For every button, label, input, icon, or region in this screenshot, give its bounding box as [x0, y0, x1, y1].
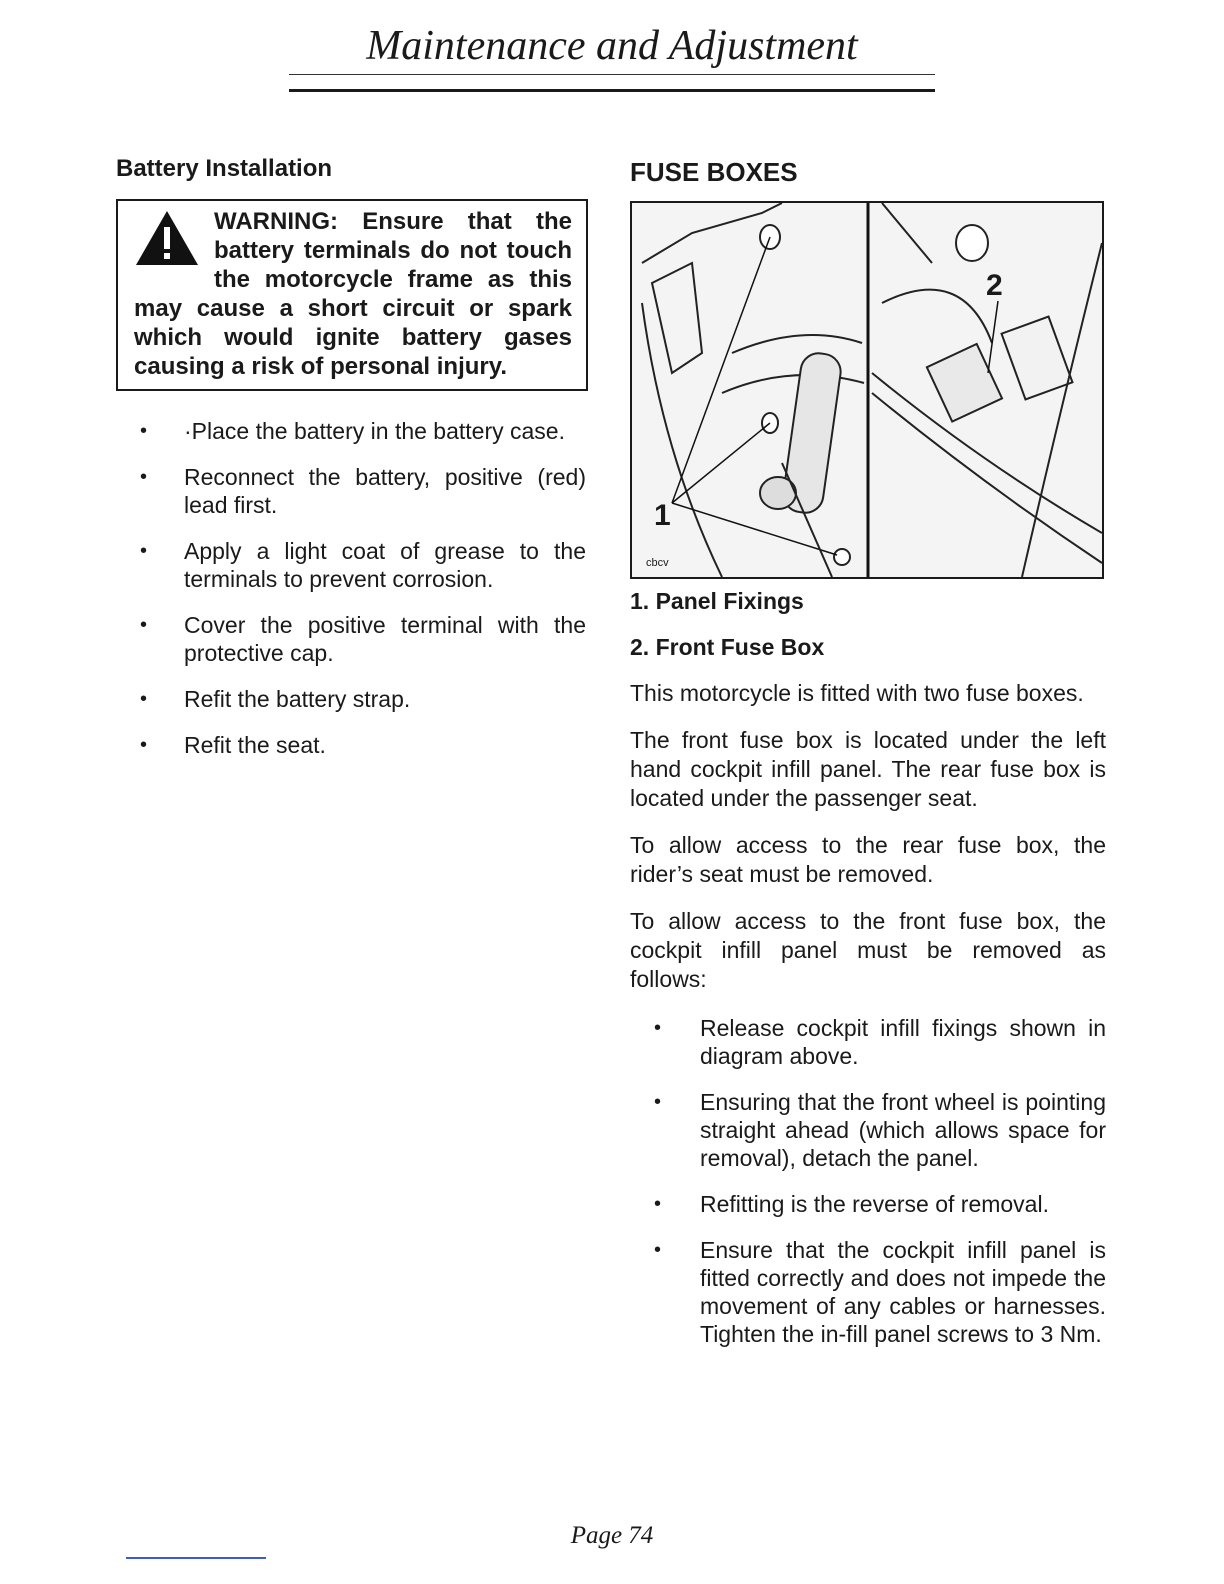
page-title: Maintenance and Adjustment	[366, 23, 858, 69]
paragraph: The front fuse box is located under the left hand cockpit infill panel. The rear fuse box is located under the passenger seat.	[630, 727, 1106, 811]
footer-line	[126, 1557, 266, 1559]
battery-heading: Battery Installation	[116, 155, 333, 182]
caption-panel-fixings: 1. Panel Fixings	[630, 588, 804, 614]
list-item: • Reconnect the battery, positive (red) lead first.	[140, 464, 586, 518]
diagram-drawing	[632, 203, 1102, 577]
list-item: • Refit the battery strap.	[140, 686, 411, 712]
fuse-steps	[630, 1014, 1106, 1348]
list-item: • Apply a light coat of grease to the terminals to prevent corrosion.	[140, 538, 586, 592]
fuse-heading: FUSE BOXES	[630, 157, 798, 187]
list-item: • Release cockpit infill fixings shown in diagram above.	[654, 1015, 1106, 1069]
figure-label-1: 1	[654, 499, 671, 532]
header-rule-thick	[289, 89, 935, 92]
list-item: • Refitting is the reverse of removal.	[654, 1191, 1049, 1217]
list-item: • Cover the positive terminal with the protective cap.	[140, 612, 586, 666]
paragraph: To allow access to the front fuse box, the cockpit infill panel must be removed as follows:	[630, 908, 1106, 992]
header-rule-thin	[289, 74, 935, 75]
list-item: • Ensuring that the front wheel is pointing straight ahead (which allows space for removal), detach the panel.	[654, 1089, 1106, 1171]
list-item: • Ensure that the cockpit infill panel is fitted correctly and does not impede the movement of any cables or harnesses. Tighten the in-fill panel screws to 3 Nm.	[654, 1237, 1106, 1347]
figure-label-2: 2	[986, 269, 1003, 302]
list-item: • ·Place the battery in the battery case.	[140, 418, 565, 444]
caption-front-fuse-box: 2. Front Fuse Box	[630, 634, 825, 660]
fuse-box-diagram	[630, 201, 1104, 579]
warning-text: Ensure that the battery terminals do not touch the motorcycle frame as this may cause a short circuit or spark which would ignite battery gases causing a risk of personal injury.	[134, 208, 572, 380]
fuse-section	[630, 155, 1106, 1366]
warning-box	[116, 199, 588, 391]
paragraph: To allow access to the rear fuse box, the rider’s seat must be removed.	[630, 832, 1106, 887]
paragraph: This motorcycle is fitted with two fuse boxes.	[630, 680, 1084, 706]
list-item: • Refit the seat.	[140, 732, 326, 758]
battery-steps	[116, 417, 586, 759]
battery-section	[116, 155, 588, 777]
figure-code: cbcv	[646, 557, 669, 569]
warning-label: WARNING:	[214, 208, 338, 235]
warning-triangle-icon	[134, 209, 200, 267]
page-number: Page 74	[570, 1522, 654, 1549]
